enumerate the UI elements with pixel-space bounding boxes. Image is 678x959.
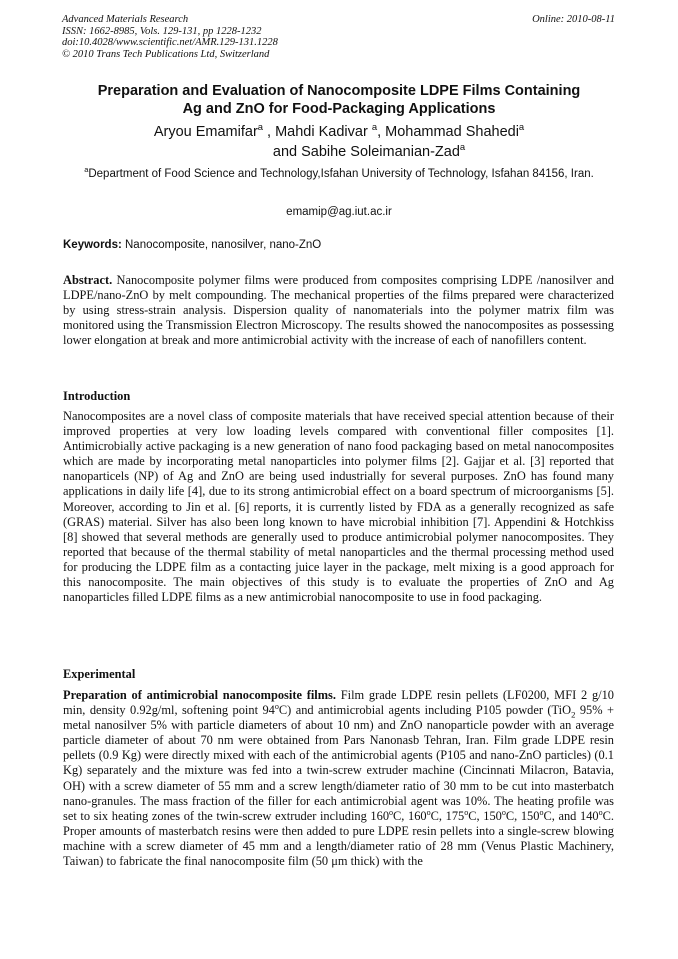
copyright-line: © 2010 Trans Tech Publications Ltd, Switzerland [62, 48, 270, 60]
author-2: , Mahdi Kadivar [263, 124, 372, 140]
online-date: Online: 2010-08-11 [532, 14, 615, 25]
author-1: Aryou Emamifar [153, 124, 258, 140]
email-address: emamip@ag.iut.ac.ir [286, 206, 392, 218]
title-line-1: Preparation and Evaluation of Nanocomposite LDPE Films Containing [97, 83, 581, 99]
author-line-1: Aryou Emamifar$^a$ , Mahdi Kadivar $^a$, Mohammad Shahedi$^a$ [153, 121, 525, 140]
journal-name: Advanced Materials Research [62, 14, 189, 25]
introduction-heading: Introduction [63, 389, 131, 403]
author-list [62, 122, 616, 162]
affiliation: $^a$Department of Food Science and Technology,Isfahan University of Technology, Isfahan 84156, Iran. [84, 165, 594, 180]
experimental-paragraph: Preparation of antimicrobial nanocomposite films. Film grade LDPE resin pellets (LF0200, MFI 2 g/10 min, density 0.92g/ml, softening point 94$^o$C) and antimicrobial agents including P105 powder (TiO$_2$ 95% + metal nanosilver 5% with particle diameters of about 10 nm) and ZnO nanoparticle powder with an average particle diameter of about 70 nm were obtained from Pars Nanonasb Tehran, Iran. Film grade LDPE resin pellets (0.9 Kg) were directly mixed with each of the antimicrobial agents (P105 and nano-ZnO particles) (0.1 Kg) separately and the mixture was fed into a twin-screw extruder machine (Cincinnati Milacron, Batavia, OH) with a screw diameter of 55 mm and a screw length/diameter ratio of 30 mm to be cut into masterbatch nano-granules. The mass fraction of the filler for each antimicrobial agent was 10%. The heating profile was set to six heating zones of the twin-screw extruder including 160$^o$C, 160$^o$C, 175$^o$C, 150$^o$C, 150$^o$C, and 140$^o$C. Proper amounts of masterbatch resins were then added to pure LDPE resin pellets into a single-screw blowing machine with a screw diameter of 45 mm and a length/diameter ratio of 28 mm (Venus Plastic Machinery, Taiwan) to fabricate the final nanocomposite film (50 μm thick) with the [63, 688, 614, 869]
doi-line: doi:10.4028/www.scientific.net/AMR.129-131.1228 [62, 37, 278, 48]
journal-info [62, 14, 278, 60]
keywords-label: Keywords: [63, 239, 122, 251]
author-line-2: and Sabihe Soleimanian-Zad$^a$ [272, 141, 466, 160]
introduction-paragraph: Nanocomposites are a novel class of composite materials that have received special attention because of their improved properties at very low loading levels compared with conventional filler composites [1]. Antimicrobially active packaging is a new generation of nano food packaging based on metal nanocomposites which are made by incorporating metal nanoparticles into polymer films [2]. Gajjar et al. [3] reported that nanoparticels (NP) of Ag and ZnO are being used industrially for several purposes. ZnO has found many applications in daily life [4], due to its strong antimicrobial effect on a board spectrum of microorganisms [5]. Moreover, according to Jin et al. [6] reports, it is currently listed by FDA as a generally recognized as safe (GRAS) material. Silver has also been long known to have microbial inhibition [7]. Appendini & Hotchkiss [8] showed that several methods are generally used to produce antimicrobial polymer nanocomposites. They reported that because of the thermal stability of metal nanoparticles and the thermal processing method used for producing the LDPE film as a contacting juice layer in the package, melt mixing is a good approach for this nanocomposite. The main objectives of this study is to evaluate the properties of ZnO and Ag nanoparticles filled LDPE films as a new antimicrobial nanocomposite to use in food packaging. [63, 409, 614, 605]
paper-title [62, 82, 616, 118]
experimental-heading: Experimental [63, 667, 136, 681]
issn-line: ISSN: 1662-8985, Vols. 129-131, pp 1228-1232 [62, 25, 262, 37]
abstract-text: Nanocomposite polymer films were produced from composites comprising LDPE /nanosilver and LDPE/nano-ZnO by melt compounding. The mechanical properties of the films prepared were characterized by using stress-strain analysis. Dispersion quality of nanomaterials into the polymer matrix film was monitored using the Transmission Electron Microscopy. The results showed the nanocomposites as possessing lower elongation at break and more antimicrobial activity with the increase of each of nanofillers content. [63, 273, 614, 348]
author-3: , Mohammad Shahedi [377, 124, 519, 140]
title-line-2: Ag and ZnO for Food-Packaging Applications [182, 101, 496, 117]
abstract-label: Abstract. [63, 273, 113, 287]
keywords-line [63, 238, 321, 252]
preparation-subheading: Preparation of antimicrobial nanocomposite films. [63, 688, 336, 702]
keywords-text: Nanocomposite, nanosilver, nano-ZnO [121, 239, 322, 251]
abstract-paragraph [63, 273, 614, 348]
author-4: and Sabihe Soleimanian-Zad [272, 144, 460, 160]
